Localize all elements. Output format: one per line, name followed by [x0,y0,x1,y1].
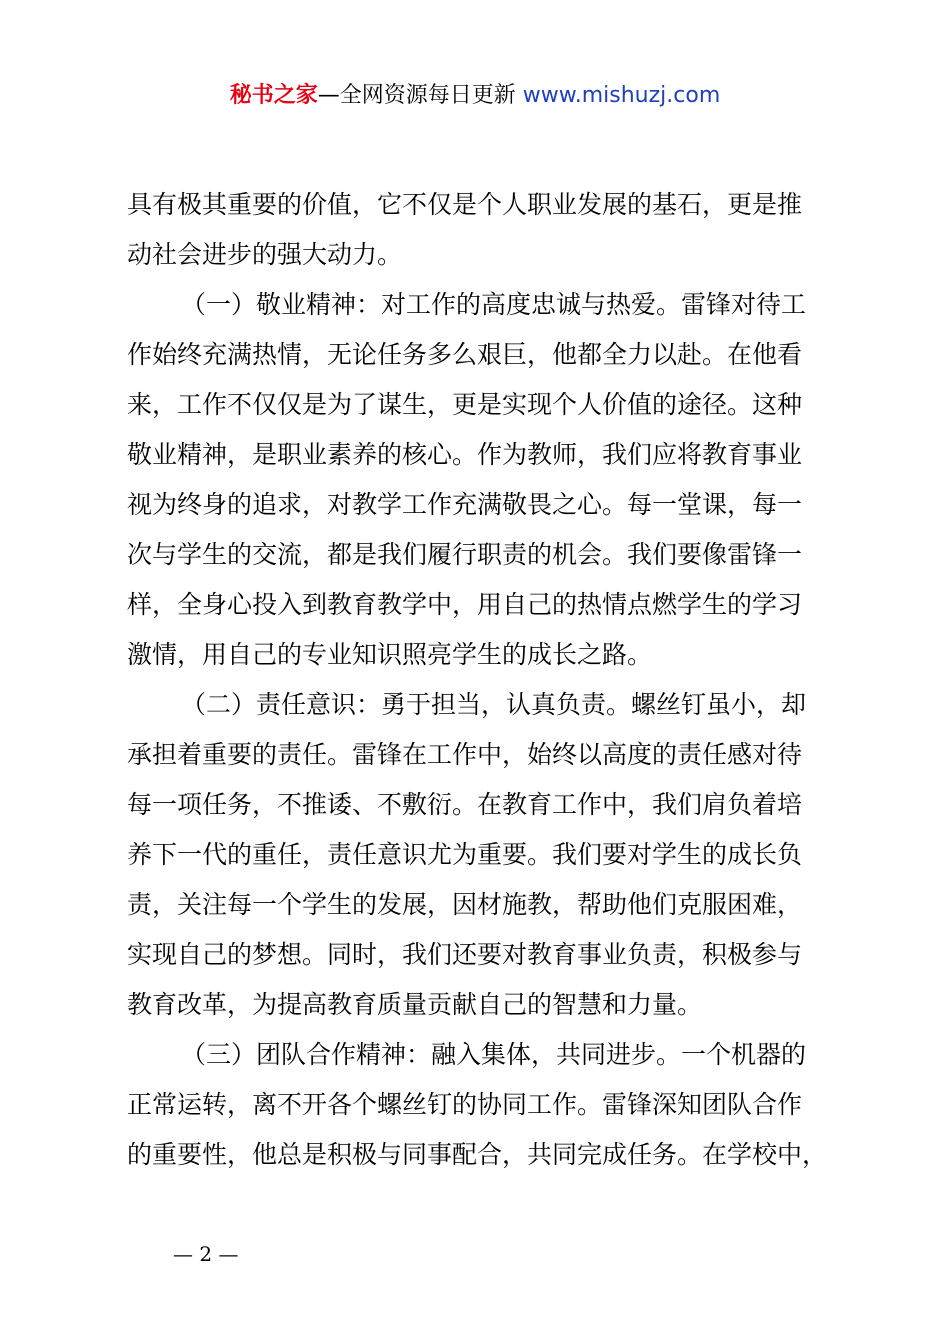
text-line: 责，关注每一个学生的发展，因材施教，帮助他们克服困难， [127,890,803,919]
document-body [127,180,847,1180]
page-number: — 2 — [173,1242,239,1266]
text-line: 养下一代的重任，责任意识尤为重要。我们要对学生的成长负 [127,840,803,869]
text-line: 激情，用自己的专业知识照亮学生的成长之路。 [127,640,653,669]
section-heading-line: （一）敬业精神：对工作的高度忠诚与热爱。雷锋对待工 [181,290,807,319]
text-line: 视为终身的追求，对教学工作充满敬畏之心。每一堂课，每一 [127,490,803,519]
section-heading-line: （二）责任意识：勇于担当，认真负责。螺丝钉虽小，却 [181,690,807,719]
site-url[interactable]: www.mishuzj.com [522,83,721,108]
text-line: 次与学生的交流，都是我们履行职责的机会。我们要像雷锋一 [127,540,803,569]
text-line: 正常运转，离不开各个螺丝钉的协同工作。雷锋深知团队合作 [127,1090,803,1119]
site-header [0,80,950,112]
text-line: 每一项任务，不推诿、不敷衍。在教育工作中，我们肩负着培 [127,790,803,819]
text-line: 承担着重要的责任。雷锋在工作中，始终以高度的责任感对待 [127,740,803,769]
text-line: 敬业精神，是职业素养的核心。作为教师，我们应将教育事业 [127,440,803,469]
text-line: 的重要性，他总是积极与同事配合，共同完成任务。在学校中， [127,1140,828,1169]
section-heading-line: （三）团队合作精神：融入集体，共同进步。一个机器的 [181,1040,807,1069]
site-brand: 秘书之家 [229,83,318,108]
text-line: 具有极其重要的价值，它不仅是个人职业发展的基石，更是推 [127,190,803,219]
text-line: 样，全身心投入到教育教学中，用自己的热情点燃学生的学习 [127,590,803,619]
site-slogan: —全网资源每日更新 [317,83,523,108]
text-line: 实现自己的梦想。同时，我们还要对教育事业负责，积极参与 [127,940,803,969]
text-line: 来，工作不仅仅是为了谋生，更是实现个人价值的途径。这种 [127,390,803,419]
text-line: 作始终充满热情，无论任务多么艰巨，他都全力以赴。在他看 [127,340,803,369]
text-line: 教育改革，为提高教育质量贡献自己的智慧和力量。 [127,990,703,1019]
text-line: 动社会进步的强大动力。 [127,240,403,269]
